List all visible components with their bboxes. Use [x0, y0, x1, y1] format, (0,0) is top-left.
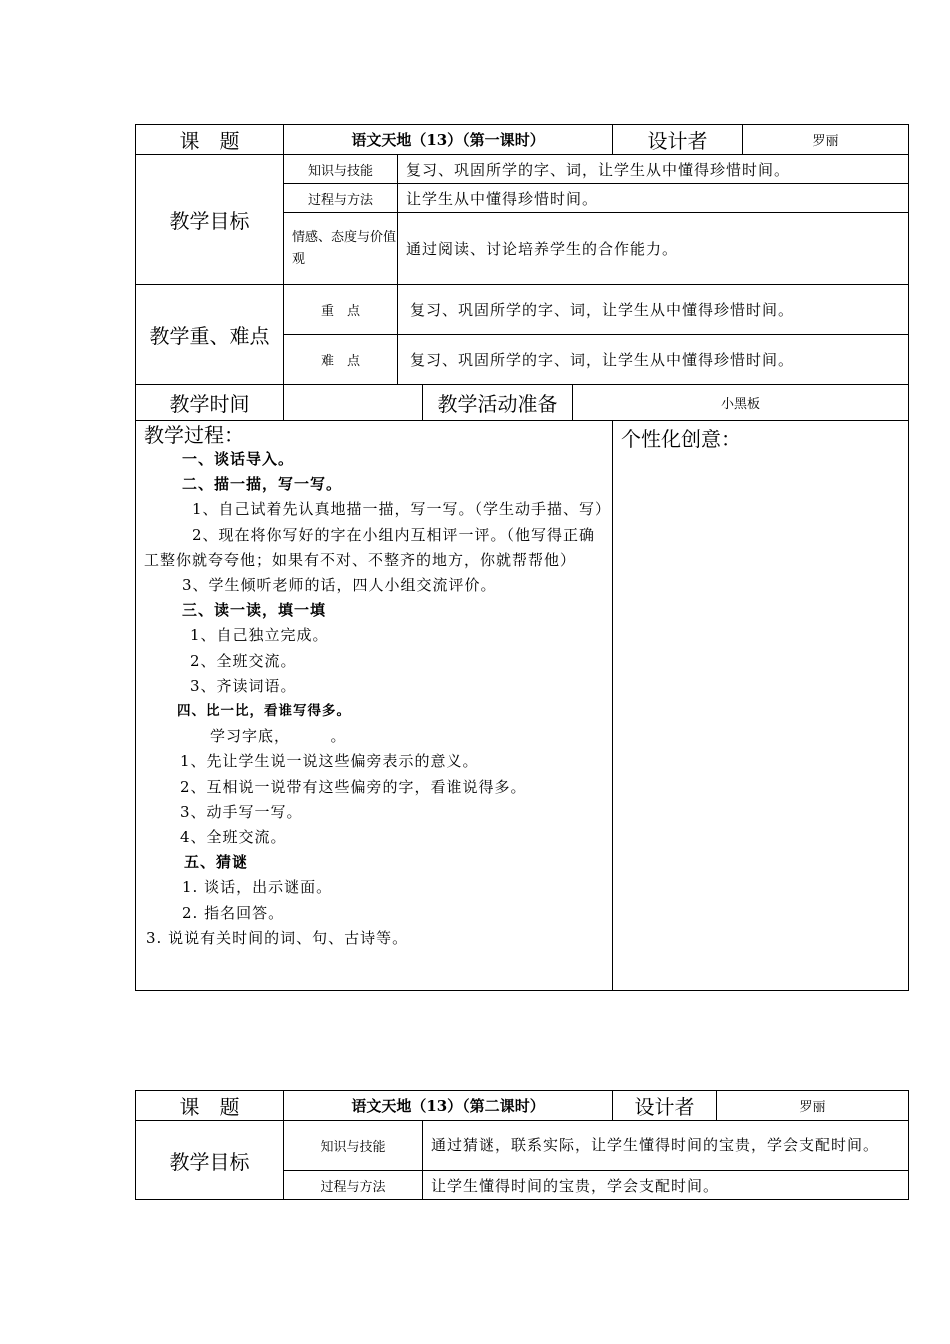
goal-process-label: 过程与方法: [284, 1171, 423, 1200]
lesson1-table: [135, 124, 909, 991]
goal-knowledge-text: 通过猜谜，联系实际，让学生懂得时间的宝贵，学会支配时间。: [423, 1121, 909, 1171]
goal-process-text: 让学生从中懂得珍惜时间。: [398, 184, 909, 213]
process-line: 2、现在将你写好的字在小组内互相评一评。（他写得正确工整你就夸夸他；如果有不对、不整齐的地方，你就帮帮他）: [144, 525, 596, 569]
goals-label: 教学目标: [136, 1121, 284, 1200]
process-line: 2、全班交流。: [190, 651, 297, 670]
process-line: 3. 说说有关时间的词、句、古诗等。: [146, 928, 409, 947]
process-cell: [136, 421, 613, 991]
designer-label: 设计者: [613, 125, 743, 155]
process-line: 3、动手写一写。: [180, 802, 303, 821]
lesson2-table: [135, 1090, 909, 1200]
topic-value: 语文天地（13）（第二课时）: [284, 1091, 613, 1121]
goals-label: 教学目标: [136, 155, 284, 285]
focus-hard-label: 难 点: [284, 335, 398, 385]
focus-hard-text: 复习、巩固所学的字、词，让学生从中懂得珍惜时间。: [398, 335, 909, 385]
prep-label: 教学活动准备: [423, 385, 573, 421]
personal-label: 个性化创意：: [621, 427, 742, 451]
focus-label: 教学重、难点: [136, 285, 284, 385]
process-line: 五、猜谜: [184, 853, 249, 872]
designer-value: 罗丽: [717, 1091, 909, 1121]
topic-value: 语文天地（13）（第一课时）: [284, 125, 613, 155]
focus-key-text: 复习、巩固所学的字、词，让学生从中懂得珍惜时间。: [398, 285, 909, 335]
personal-cell: [613, 421, 909, 991]
process-line: 2、互相说一说带有这些偏旁的字，看谁说得多。: [180, 777, 527, 796]
focus-key-label: 重 点: [284, 285, 398, 335]
goal-emotion-text: 通过阅读、讨论培养学生的合作能力。: [398, 213, 909, 285]
process-line: 二、描一描，写一写。: [182, 475, 343, 494]
process-line: 4、全班交流。: [180, 828, 287, 847]
process-line: 2. 指名回答。: [182, 903, 285, 922]
topic-label: 课 题: [136, 125, 284, 155]
goal-knowledge-label: 知识与技能: [284, 1121, 423, 1171]
goal-process-text: 让学生懂得时间的宝贵，学会支配时间。: [423, 1171, 909, 1200]
time-label: 教学时间: [136, 385, 284, 421]
goal-knowledge-text: 复习、巩固所学的字、词，让学生从中懂得珍惜时间。: [398, 155, 909, 184]
process-line: 1、先让学生说一说这些偏旁表示的意义。: [180, 752, 479, 771]
designer-label: 设计者: [613, 1091, 717, 1121]
process-line: 三、读一读，填一填: [182, 601, 327, 620]
goal-knowledge-label: 知识与技能: [284, 155, 398, 184]
process-line: 学习字底， 。: [210, 727, 347, 746]
prep-value: 小黑板: [573, 385, 909, 421]
process-line: 四、比一比，看谁写得多。: [177, 703, 351, 720]
process-line: 1、自己独立完成。: [190, 626, 329, 645]
process-line: 3、学生倾听老师的话，四人小组交流评价。: [182, 576, 497, 595]
process-label: 教学过程：: [144, 423, 244, 447]
time-value: [284, 385, 423, 421]
designer-value: 罗丽: [743, 125, 909, 155]
process-line: 1、自己试着先认真地描一描，写一写。（学生动手描、写）: [192, 500, 612, 519]
process-line: 1. 谈话，出示谜面。: [182, 878, 333, 897]
goal-process-label: 过程与方法: [284, 184, 398, 213]
goal-emotion-label: 情感、态度与价值观: [284, 213, 398, 285]
process-line: 一、谈话导入。: [182, 450, 295, 468]
topic-label: 课 题: [136, 1091, 284, 1121]
process-line: 3、齐读词语。: [190, 676, 297, 695]
